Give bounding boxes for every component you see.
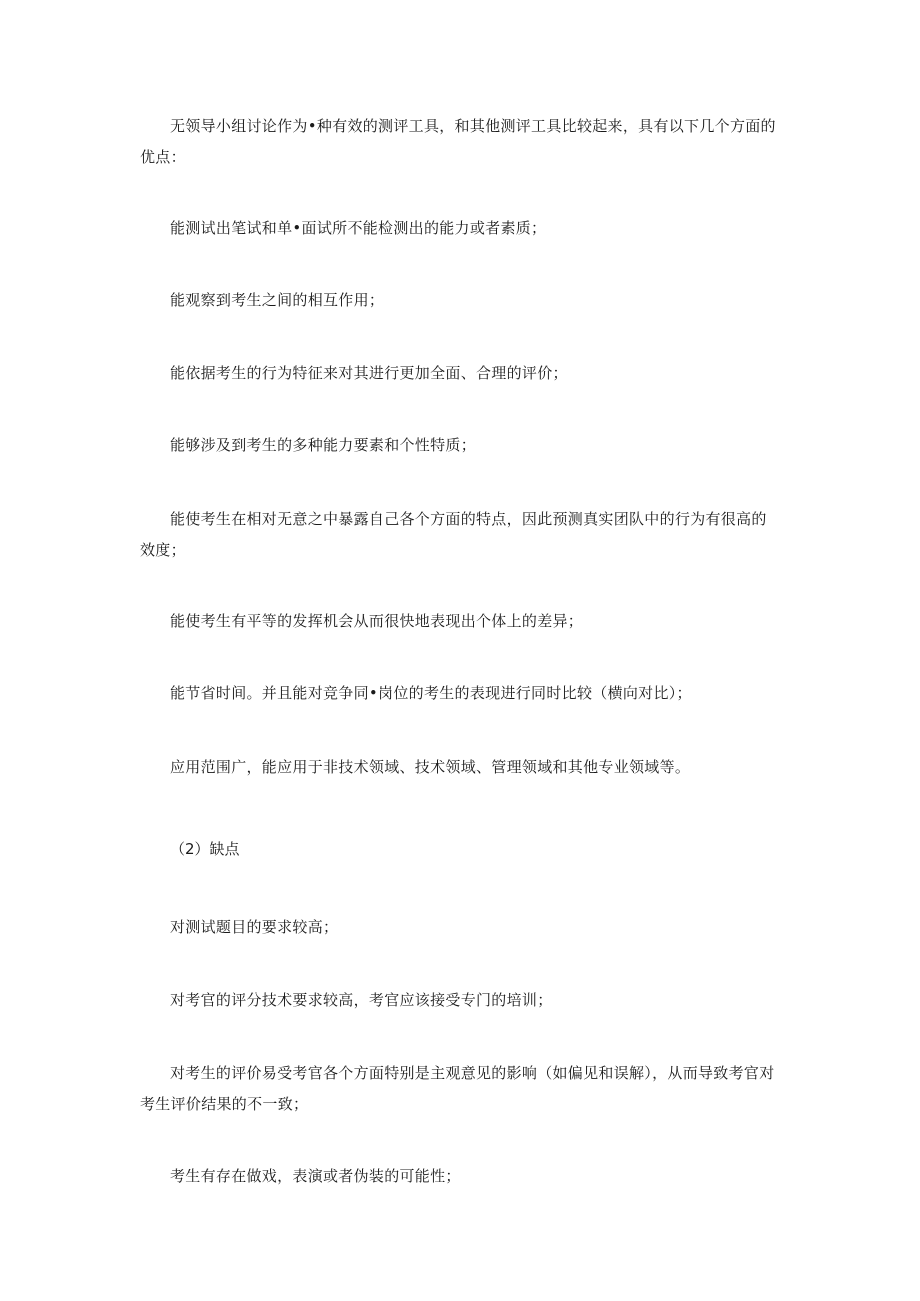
advantage-item: 能测试出笔试和单•面试所不能检测出的能力或者素质； [170,219,547,237]
advantage-item: 能够涉及到考生的多种能力要素和个性特质； [170,436,477,454]
disadvantages-heading: （2）缺点 [170,840,240,858]
disadvantage-item: 对考官的评分技术要求较高，考官应该接受专门的培训； [170,991,553,1009]
advantages-intro-paragraph: 无领导小组讨论作为•种有效的测评工具，和其他测评工具比较起来，具有以下几个方面的优点： [140,117,776,166]
advantage-item: 能依据考生的行为特征来对其进行更加全面、合理的评价； [170,364,568,382]
advantage-item: 能使考生有平等的发挥机会从而很快地表现出个体上的差异； [170,612,584,630]
advantage-item: 应用范围广，能应用于非技术领域、技术领域、管理领域和其他专业领域等。 [170,758,691,776]
disadvantage-item: 考生有存在做戏，表演或者伪装的可能性； [170,1167,461,1185]
disadvantage-item: 对测试题目的要求较高； [170,918,339,936]
advantage-item: 能使考生在相对无意之中暴露自己各个方面的特点，因此预测真实团队中的行为有很高的效度； [140,510,767,559]
advantage-item: 能观察到考生之间的相互作用； [170,291,385,309]
advantage-item: 能节省时间。并且能对竞争同•岗位的考生的表现进行同时比较（横向对比）； [170,684,692,702]
disadvantage-item: 对考生的评价易受考官各个方面特别是主观意见的影响（如偏见和误解），从而导致考官对考生评价结果的不一致； [140,1064,775,1113]
